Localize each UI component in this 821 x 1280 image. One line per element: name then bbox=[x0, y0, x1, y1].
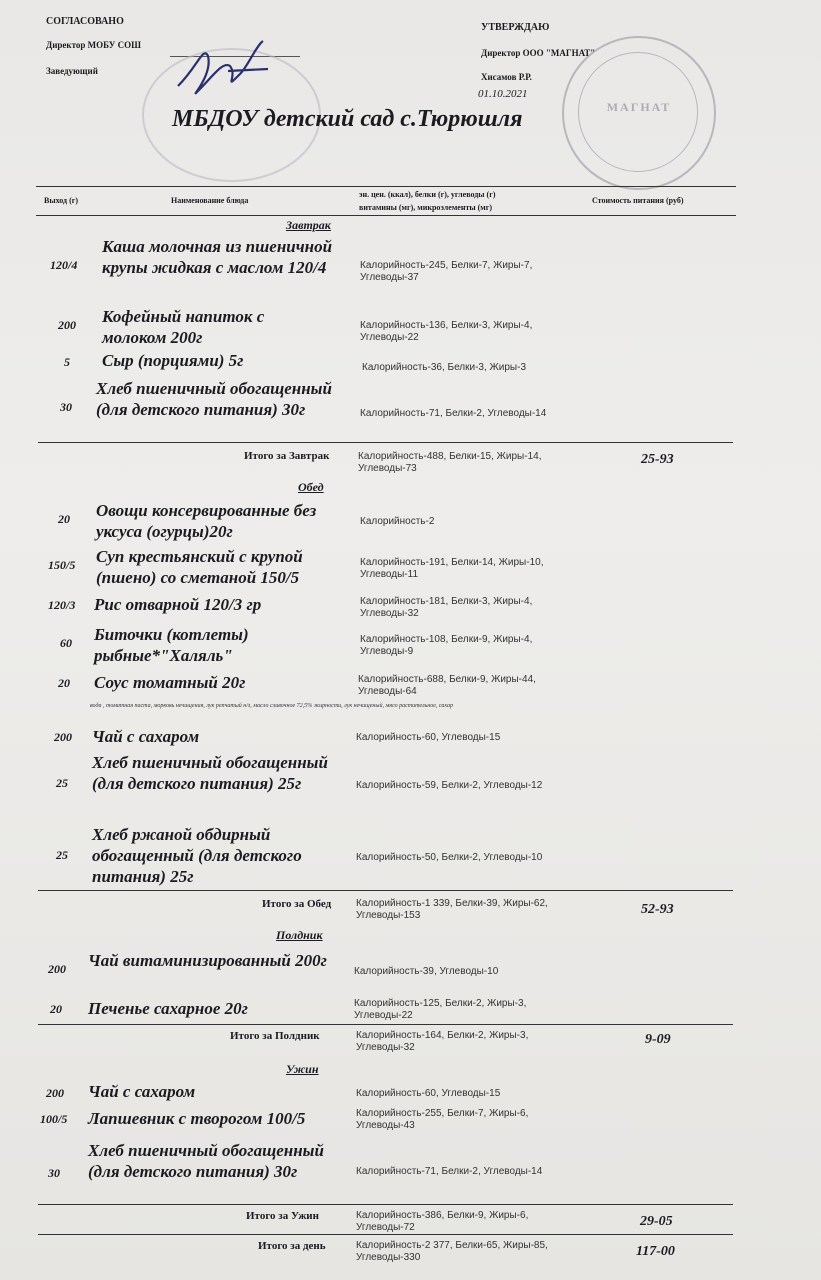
row-qty: 60 bbox=[60, 636, 72, 650]
row-nutrition: Калорийность-71, Белки-2, Углеводы-14 bbox=[356, 1166, 543, 1177]
total-lunch-nutrition: Калорийность-1 339, Белки-39, Жиры-62, Углеводы-153 bbox=[356, 898, 548, 921]
signature-mark bbox=[168, 36, 278, 106]
row-nutrition: Калорийность-60, Углеводы-15 bbox=[356, 732, 501, 743]
row-qty: 30 bbox=[48, 1166, 60, 1180]
row-dish: Чай витаминизированный 200г bbox=[88, 951, 327, 970]
row-dish: Лапшевник с творогом 100/5 bbox=[88, 1109, 306, 1128]
section-lunch: Обед bbox=[298, 480, 324, 494]
row-qty: 200 bbox=[46, 1086, 64, 1100]
row-qty: 20 bbox=[58, 512, 70, 526]
row-nutrition: Калорийность-59, Белки-2, Углеводы-12 bbox=[356, 780, 543, 791]
divider bbox=[38, 890, 733, 891]
row-nutrition: Калорийность-60, Углеводы-15 bbox=[356, 1088, 501, 1099]
row-nutrition: Калорийность-50, Белки-2, Углеводы-10 bbox=[356, 852, 543, 863]
total-day-cost: 117-00 bbox=[636, 1244, 675, 1259]
row-nutrition: Калорийность-125, Белки-2, Жиры-3, Углеводы-22 bbox=[354, 998, 527, 1021]
row-nutrition: Калорийность-191, Белки-14, Жиры-10, Углеводы-11 bbox=[360, 557, 544, 580]
approved-left-label: СОГЛАСОВАНО bbox=[46, 16, 124, 27]
head-left-label: Заведующий bbox=[46, 66, 98, 76]
divider bbox=[38, 1204, 733, 1205]
row-dish: Биточки (котлеты) рыбные*"Халяль" bbox=[94, 625, 249, 665]
row-qty: 5 bbox=[64, 355, 70, 369]
row-qty: 25 bbox=[56, 776, 68, 790]
row-nutrition: Калорийность-136, Белки-3, Жиры-4, Углеводы-22 bbox=[360, 320, 533, 343]
row-dish: Рис отварной 120/3 гр bbox=[94, 595, 262, 614]
row-qty: 100/5 bbox=[40, 1112, 68, 1126]
total-dinner-nutrition: Калорийность-386, Белки-9, Жиры-6, Углеводы-72 bbox=[356, 1210, 529, 1233]
divider bbox=[38, 1024, 733, 1025]
total-day-label: Итого за день bbox=[258, 1240, 326, 1252]
row-dish: Кофейный напиток с молоком 200г bbox=[102, 307, 265, 347]
row-qty: 30 bbox=[60, 400, 72, 414]
table-header bbox=[36, 186, 736, 216]
row-nutrition: Калорийность-108, Белки-9, Жиры-4, Углеводы-9 bbox=[360, 634, 533, 657]
row-dish: Хлеб пшеничный обогащенный (для детского питания) 25г bbox=[92, 753, 328, 793]
row-qty: 150/5 bbox=[48, 558, 76, 572]
row-dish: Чай с сахаром bbox=[92, 727, 200, 746]
total-breakfast-label: Итого за Завтрак bbox=[244, 450, 330, 462]
row-qty: 120/3 bbox=[48, 598, 76, 612]
row-nutrition: Калорийность-39, Углеводы-10 bbox=[354, 966, 499, 977]
row-nutrition: Калорийность-688, Белки-9, Жиры-44, Углеводы-64 bbox=[358, 674, 536, 697]
total-breakfast-nutrition: Калорийность-488, Белки-15, Жиры-14, Углеводы-73 bbox=[358, 451, 542, 474]
total-lunch-label: Итого за Обед bbox=[262, 898, 332, 910]
row-nutrition: Калорийность-255, Белки-7, Жиры-6, Углеводы-43 bbox=[356, 1108, 529, 1131]
row-nutrition: Калорийность-245, Белки-7, Жиры-7, Углеводы-37 bbox=[360, 260, 533, 283]
name-right-label: Хисамов Р.Р. bbox=[481, 72, 532, 82]
row-dish: Хлеб ржаной обдирный обогащенный (для детского питания) 25г bbox=[92, 825, 302, 886]
total-dinner-label: Итого за Ужин bbox=[246, 1210, 319, 1222]
section-breakfast: Завтрак bbox=[286, 218, 331, 232]
stamp-text: МАГНАТ bbox=[606, 100, 672, 114]
row-dish: Соус томатный 20г bbox=[94, 673, 246, 692]
col-nutrition-header-2: витамины (мг), микроэлементы (мг) bbox=[359, 203, 493, 212]
company-stamp bbox=[562, 36, 716, 190]
row-qty: 25 bbox=[56, 848, 68, 862]
row-qty: 20 bbox=[50, 1002, 62, 1016]
divider bbox=[38, 442, 733, 443]
approved-right-label: УТВЕРЖДАЮ bbox=[481, 22, 550, 33]
total-lunch-cost: 52-93 bbox=[641, 902, 674, 917]
col-name-header: Наименование блюда bbox=[171, 196, 249, 205]
date-right-label: 01.10.2021 bbox=[478, 88, 528, 100]
total-day-nutrition: Калорийность-2 377, Белки-65, Жиры-85, Углеводы-330 bbox=[356, 1240, 548, 1263]
col-cost-header: Стоимость питания (руб) bbox=[592, 196, 684, 205]
total-breakfast-cost: 25-93 bbox=[641, 452, 674, 467]
sauce-ingredients-note: вода , томатная паста, морковь нечищеная, лук репчатый н/з, масло сливочное 72,5% жирности, лук нечищеный, мясо растительное, сахар bbox=[90, 703, 454, 709]
row-dish: Суп крестьянский с крупой (пшено) со сметаной 150/5 bbox=[96, 547, 303, 587]
row-dish: Печенье сахарное 20г bbox=[88, 999, 248, 1018]
row-nutrition: Калорийность-2 bbox=[360, 516, 435, 527]
row-qty: 200 bbox=[48, 962, 66, 976]
section-snack: Полдник bbox=[276, 928, 323, 942]
row-dish: Хлеб пшеничный обогащенный (для детского питания) 30г bbox=[88, 1141, 324, 1181]
row-qty: 120/4 bbox=[50, 258, 78, 272]
row-dish: Чай с сахаром bbox=[88, 1082, 196, 1101]
row-nutrition: Калорийность-36, Белки-3, Жиры-3 bbox=[362, 362, 527, 373]
total-snack-cost: 9-09 bbox=[645, 1032, 671, 1047]
row-qty: 20 bbox=[58, 676, 70, 690]
row-nutrition: Калорийность-181, Белки-3, Жиры-4, Углеводы-32 bbox=[360, 596, 533, 619]
page-title: МБДОУ детский сад с.Тюрюшля bbox=[172, 106, 523, 132]
row-dish: Хлеб пшеничный обогащенный (для детского питания) 30г bbox=[96, 379, 332, 419]
divider bbox=[38, 1234, 733, 1235]
col-qty-header: Выход (г) bbox=[44, 196, 79, 205]
director-right-label: Директор ООО "МАГНАТ" bbox=[481, 48, 596, 58]
col-nutrition-header-1: эн. цен. (ккал), белки (г), углеводы (г) bbox=[359, 190, 496, 199]
row-dish: Овощи консервированные без уксуса (огурцы)20г bbox=[96, 501, 317, 541]
director-left-label: Директор МОБУ СОШ bbox=[46, 40, 141, 50]
row-nutrition: Калорийность-71, Белки-2, Углеводы-14 bbox=[360, 408, 547, 419]
row-dish: Каша молочная из пшеничной крупы жидкая с маслом 120/4 bbox=[102, 237, 333, 277]
total-snack-nutrition: Калорийность-164, Белки-2, Жиры-3, Углеводы-32 bbox=[356, 1030, 529, 1053]
row-qty: 200 bbox=[54, 730, 72, 744]
row-qty: 200 bbox=[58, 318, 76, 332]
total-dinner-cost: 29-05 bbox=[640, 1214, 673, 1229]
total-snack-label: Итого за Полдник bbox=[230, 1030, 320, 1042]
section-dinner: Ужин bbox=[286, 1062, 319, 1076]
row-dish: Сыр (порциями) 5г bbox=[102, 351, 244, 370]
